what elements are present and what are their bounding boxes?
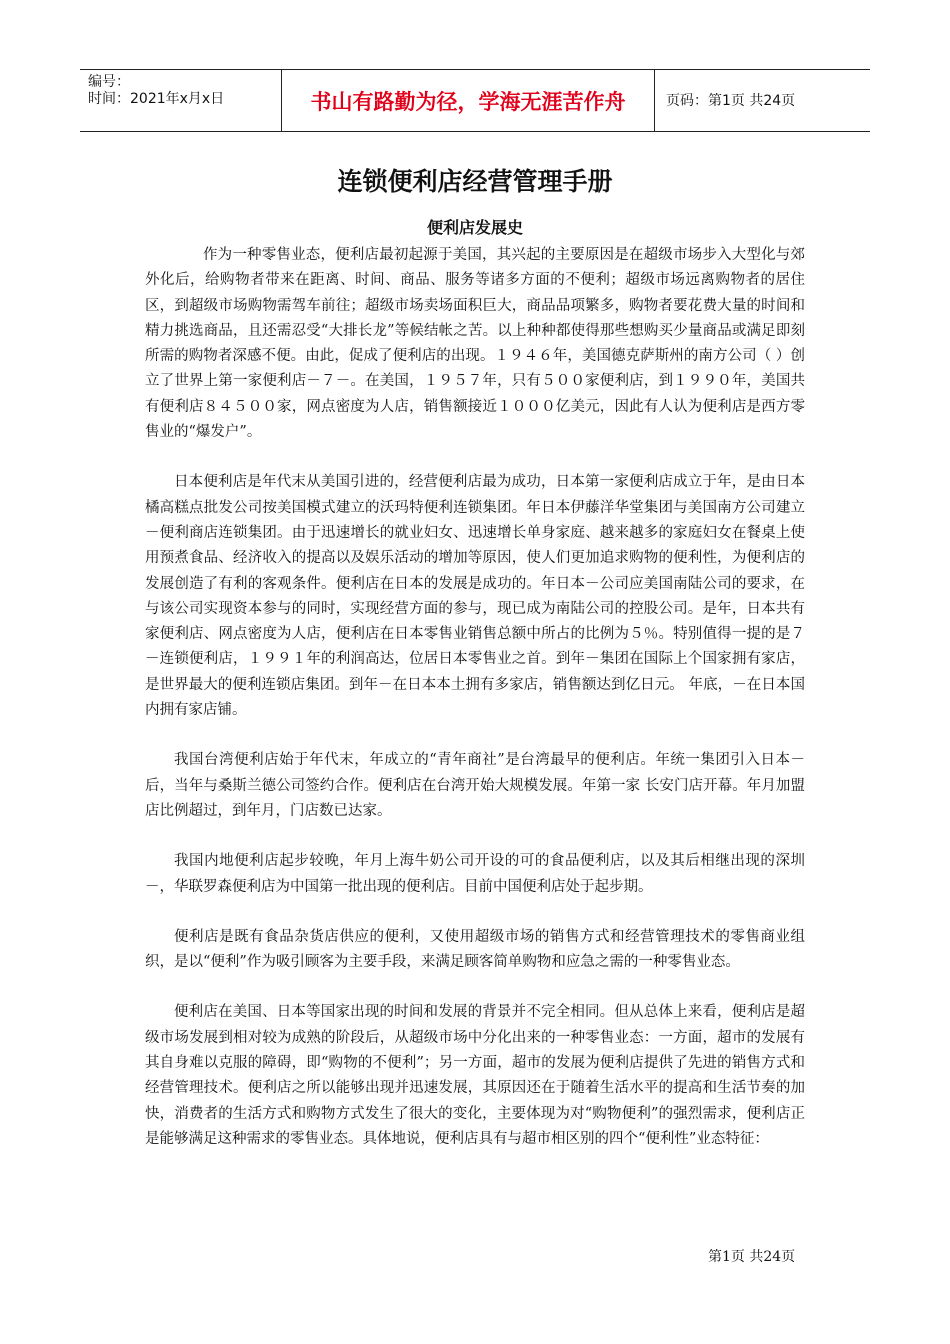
page-header (80, 69, 870, 132)
number-label: 编号： (88, 74, 130, 90)
paragraph-taiwan: 我国台湾便利店始于年代末，年成立的“青年商社”是台湾最早的便利店。年统一集团引入日本－后，当年与桑斯兰德公司签约合作。便利店在台湾开始大规模发展。年第一家 长安门店开幕。年月加盟店比例超过，到年月，门店数已达家。 (145, 752, 805, 819)
page-footer: 第1页 共24页 (708, 1249, 796, 1265)
header-left-cell (88, 74, 284, 128)
paragraph-japan: 日本便利店是年代末从美国引进的，经营便利店最为成功，日本第一家便利店成立于年，是由日本橘高糕点批发公司按美国模式建立的沃玛特便利连锁集团。年日本伊藤洋华堂集团与美国南方公司建立－便利商店连锁集团。由于迅速增长的就业妇女、迅速增长单身家庭、越来越多的家庭妇女在餐桌上使用预煮食品、经济收入的提高以及娱乐活动的增加等原因，使人们更加追求购物的便利性，为便利店的发展创造了有利的客观条件。便利店在日本的发展是成功的。年日本－公司应美国南陆公司的要求，在与该公司实现资本参与的同时，实现经营方面的参与，现已成为南陆公司的控股公司。是年，日本共有家便利店、网点密度为人店，便利店在日本零售业销售总额中所占的比例为５％。特别值得一提的是７－连锁便利店，１９９１年的利润高达，位居日本零售业之首。到年－集团在国际上个国家拥有家店，是世界最大的便利连锁店集团。到年－在日本本土拥有多家店，销售额达到亿日元。 年底，－在日本国内拥有家店铺。 (145, 474, 805, 719)
section-heading: 便利店发展史 (426, 218, 523, 237)
time-label: 时间：2021年x月x日 (88, 91, 225, 107)
paragraph-origin: 作为一种零售业态，便利店最初起源于美国，其兴起的主要原因是在超级市场步入大型化与郊外化后，给购物者带来在距离、时间、商品、服务等诸多方面的不便利；超级市场远离购物者的居住区，到超级市场购物需驾车前往；超级市场卖场面积巨大，商品品项繁多，购物者要花费大量的时间和精力挑选商品，且还需忍受“大排长龙”等候结帐之苦。以上种种都使得那些想购买少量商品或满足即刻所需的购物者深感不便。由此，促成了便利店的出现。１９４６年，美国德克萨斯州的南方公司（ ）创立了世界上第一家便利店－７－。在美国，１９５７年，只有５００家便利店，到１９９０年，美国共有便利店８４５００家，网点密度为人店，销售额接近１０００亿美元，因此有人认为便利店是西方零售业的“爆发户”。 (145, 247, 805, 441)
header-motto: 书山有路勤为径，学海无涯苦作舟 (281, 70, 655, 131)
body-content (145, 243, 805, 1177)
document-title: 连锁便利店经营管理手册 (337, 167, 613, 196)
paragraph-mainland: 我国内地便利店起步较晚，年月上海牛奶公司开设的可的食品便利店，以及其后相继出现的深圳－，华联罗森便利店为中国第一批出现的便利店。目前中国便利店处于起步期。 (145, 853, 805, 895)
paragraph-background: 便利店在美国、日本等国家出现的时间和发展的背景并不完全相同。但从总体上来看，便利店是超级市场发展到相对较为成熟的阶段后，从超级市场中分化出来的一种零售业态：一方面，超市的发展有其自身难以克服的障碍，即“购物的不便利”；另一方面，超市的发展为便利店提供了先进的销售方式和经营管理技术。便利店之所以能够出现并迅速发展，其原因还在于随着生活水平的提高和生活节奏的加快，消费者的生活方式和购物方式发生了很大的变化，主要体现为对“购物便利”的强烈需求，便利店正是能够满足这种需求的零售业态。具体地说，便利店具有与超市相区别的四个“便利性”业态特征： (145, 1004, 805, 1147)
header-page-label: 页码：第1页 共24页 (666, 93, 796, 109)
paragraph-definition: 便利店是既有食品杂货店供应的便利，又使用超级市场的销售方式和经营管理技术的零售商业组织，是以“便利”作为吸引顾客为主要手段，来满足顾客简单购物和应急之需的一种零售业态。 (145, 928, 805, 971)
